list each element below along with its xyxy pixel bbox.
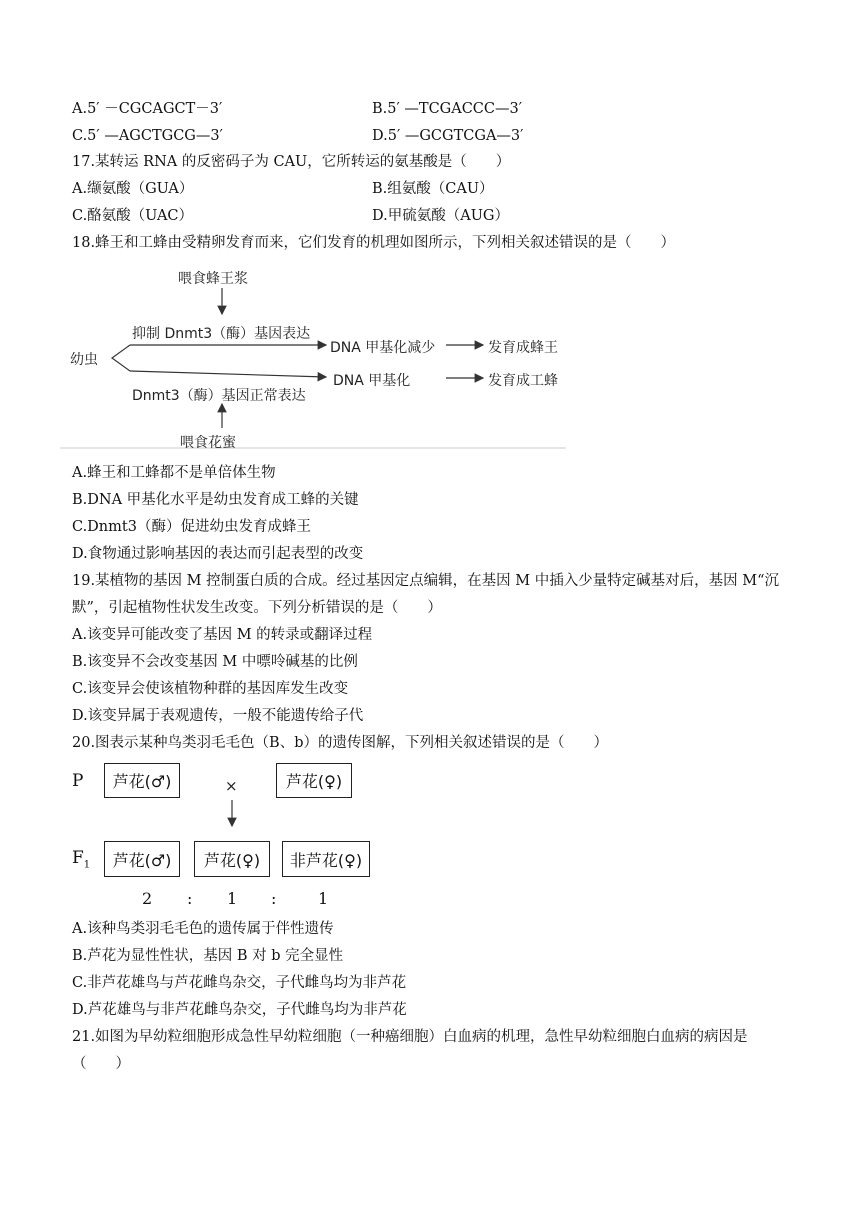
- larva-bracket: [112, 345, 130, 371]
- f1-generation-label: $F_1$: [72, 848, 91, 871]
- q18-option-a: A.蜂王和工蜂都不是单倍体生物: [72, 465, 276, 481]
- q17-option-b: B.组氨酸（CAU）: [372, 181, 494, 197]
- q17-option-c: C.酪氨酸（UAC）: [72, 208, 194, 224]
- become-worker-label: 发育成工蜂: [488, 373, 558, 389]
- cross-symbol: ×: [225, 777, 238, 795]
- p-generation-label: P: [72, 771, 84, 791]
- ratio-value-3: 1: [318, 889, 329, 908]
- q18-option-d: D.食物通过影响基因的表达而引起表型的改变: [72, 546, 364, 562]
- normal-expression-label: Dnmt3（酶）基因正常表达: [132, 388, 306, 404]
- methylation-reduced-label: DNA 甲基化减少: [330, 340, 436, 356]
- ratio-colon-1: :: [187, 889, 193, 908]
- q17-option-a: A.缬氨酸（GUA）: [72, 181, 194, 197]
- inhibit-expression-label: 抑制 Dnmt3（酶）基因表达: [132, 326, 311, 342]
- larva-label: 幼虫: [70, 352, 98, 368]
- p-male-box: 芦花(♂): [104, 763, 180, 798]
- q20-option-b: B.芦花为显性性状，基因 B 对 b 完全显性: [72, 948, 344, 964]
- p-female-box: 芦花(♀): [276, 763, 352, 798]
- q18-option-c: C.Dnmt3（酶）促进幼虫发育成蜂王: [72, 519, 311, 535]
- ratio-value-1: 2: [142, 889, 153, 908]
- become-queen-label: 发育成蜂王: [488, 340, 558, 356]
- q21-stem-line1: 21.如图为早幼粒细胞形成急性早幼粒细胞（一种癌细胞）白血病的机理，急性早幼粒细胞白血病的病因是: [72, 1029, 748, 1045]
- q20-stem: 20.图表示某种鸟类羽毛毛色（B、b）的遗传图解，下列相关叙述错误的是（ ）: [72, 735, 608, 751]
- feed-nectar-label: 喂食花蜜: [180, 435, 236, 451]
- q21-stem-line2: （ ）: [72, 1056, 130, 1072]
- q18-stem: 18.蜂王和工蜂由受精卵发育而来，它们发育的机理如图所示，下列相关叙述错误的是（ ）: [72, 235, 676, 251]
- q18-option-b: B.DNA 甲基化水平是幼虫发育成工蜂的关键: [72, 492, 359, 508]
- q19-stem-line2: 默”，引起植物性状发生改变。下列分析错误的是（ ）: [72, 600, 442, 616]
- q17-stem: 17.某转运 RNA 的反密码子为 CAU，它所转运的氨基酸是（ ）: [72, 154, 511, 170]
- q19-option-a: A.该变异可能改变了基因 M 的转录或翻译过程: [72, 627, 373, 643]
- q20-option-d: D.芦花雄鸟与非芦花雌鸟杂交，子代雌鸟均为非芦花: [72, 1002, 407, 1018]
- f1-non-barred-female-box: 非芦花(♀): [282, 841, 370, 877]
- q16-option-d: D.5′ —GCGTCGA—3′: [372, 128, 524, 144]
- q19-stem-line1: 19.某植物的基因 M 控制蛋白质的合成。经过基因定点编辑，在基因 M 中插入少量特定碱基对后，基因 M“沉: [72, 573, 780, 589]
- q16-option-a: A.5′ －CGCAGCT－3′: [72, 101, 223, 117]
- f1-subscript: 1: [83, 859, 91, 871]
- q19-option-b: B.该变异不会改变基因 M 中嘌呤碱基的比例: [72, 654, 358, 670]
- feed-royal-jelly-label: 喂食蜂王浆: [178, 271, 248, 287]
- q19-option-d: D.该变异属于表观遗传，一般不能遗传给子代: [72, 708, 364, 724]
- f1-male-box: 芦花(♂): [104, 841, 180, 877]
- q16-option-c: C.5′ —AGCTGCG—3′: [72, 128, 223, 144]
- q17-option-d: D.甲硫氨酸（AUG）: [372, 208, 509, 224]
- q19-option-c: C.该变异会使该植物种群的基因库发生改变: [72, 681, 349, 697]
- q20-option-c: C.非芦花雄鸟与芦花雌鸟杂交，子代雌鸟均为非芦花: [72, 975, 407, 991]
- ratio-value-2: 1: [227, 889, 238, 908]
- q20-option-a: A.该种鸟类羽毛毛色的遗传属于伴性遗传: [72, 921, 334, 937]
- ratio-colon-2: :: [271, 889, 277, 908]
- q16-option-b: B.5′ —TCGACCC—3′: [372, 101, 523, 117]
- f1-female-box: 芦花(♀): [194, 841, 270, 877]
- arrow-to-methylation: [130, 371, 326, 377]
- methylation-label: DNA 甲基化: [333, 373, 411, 389]
